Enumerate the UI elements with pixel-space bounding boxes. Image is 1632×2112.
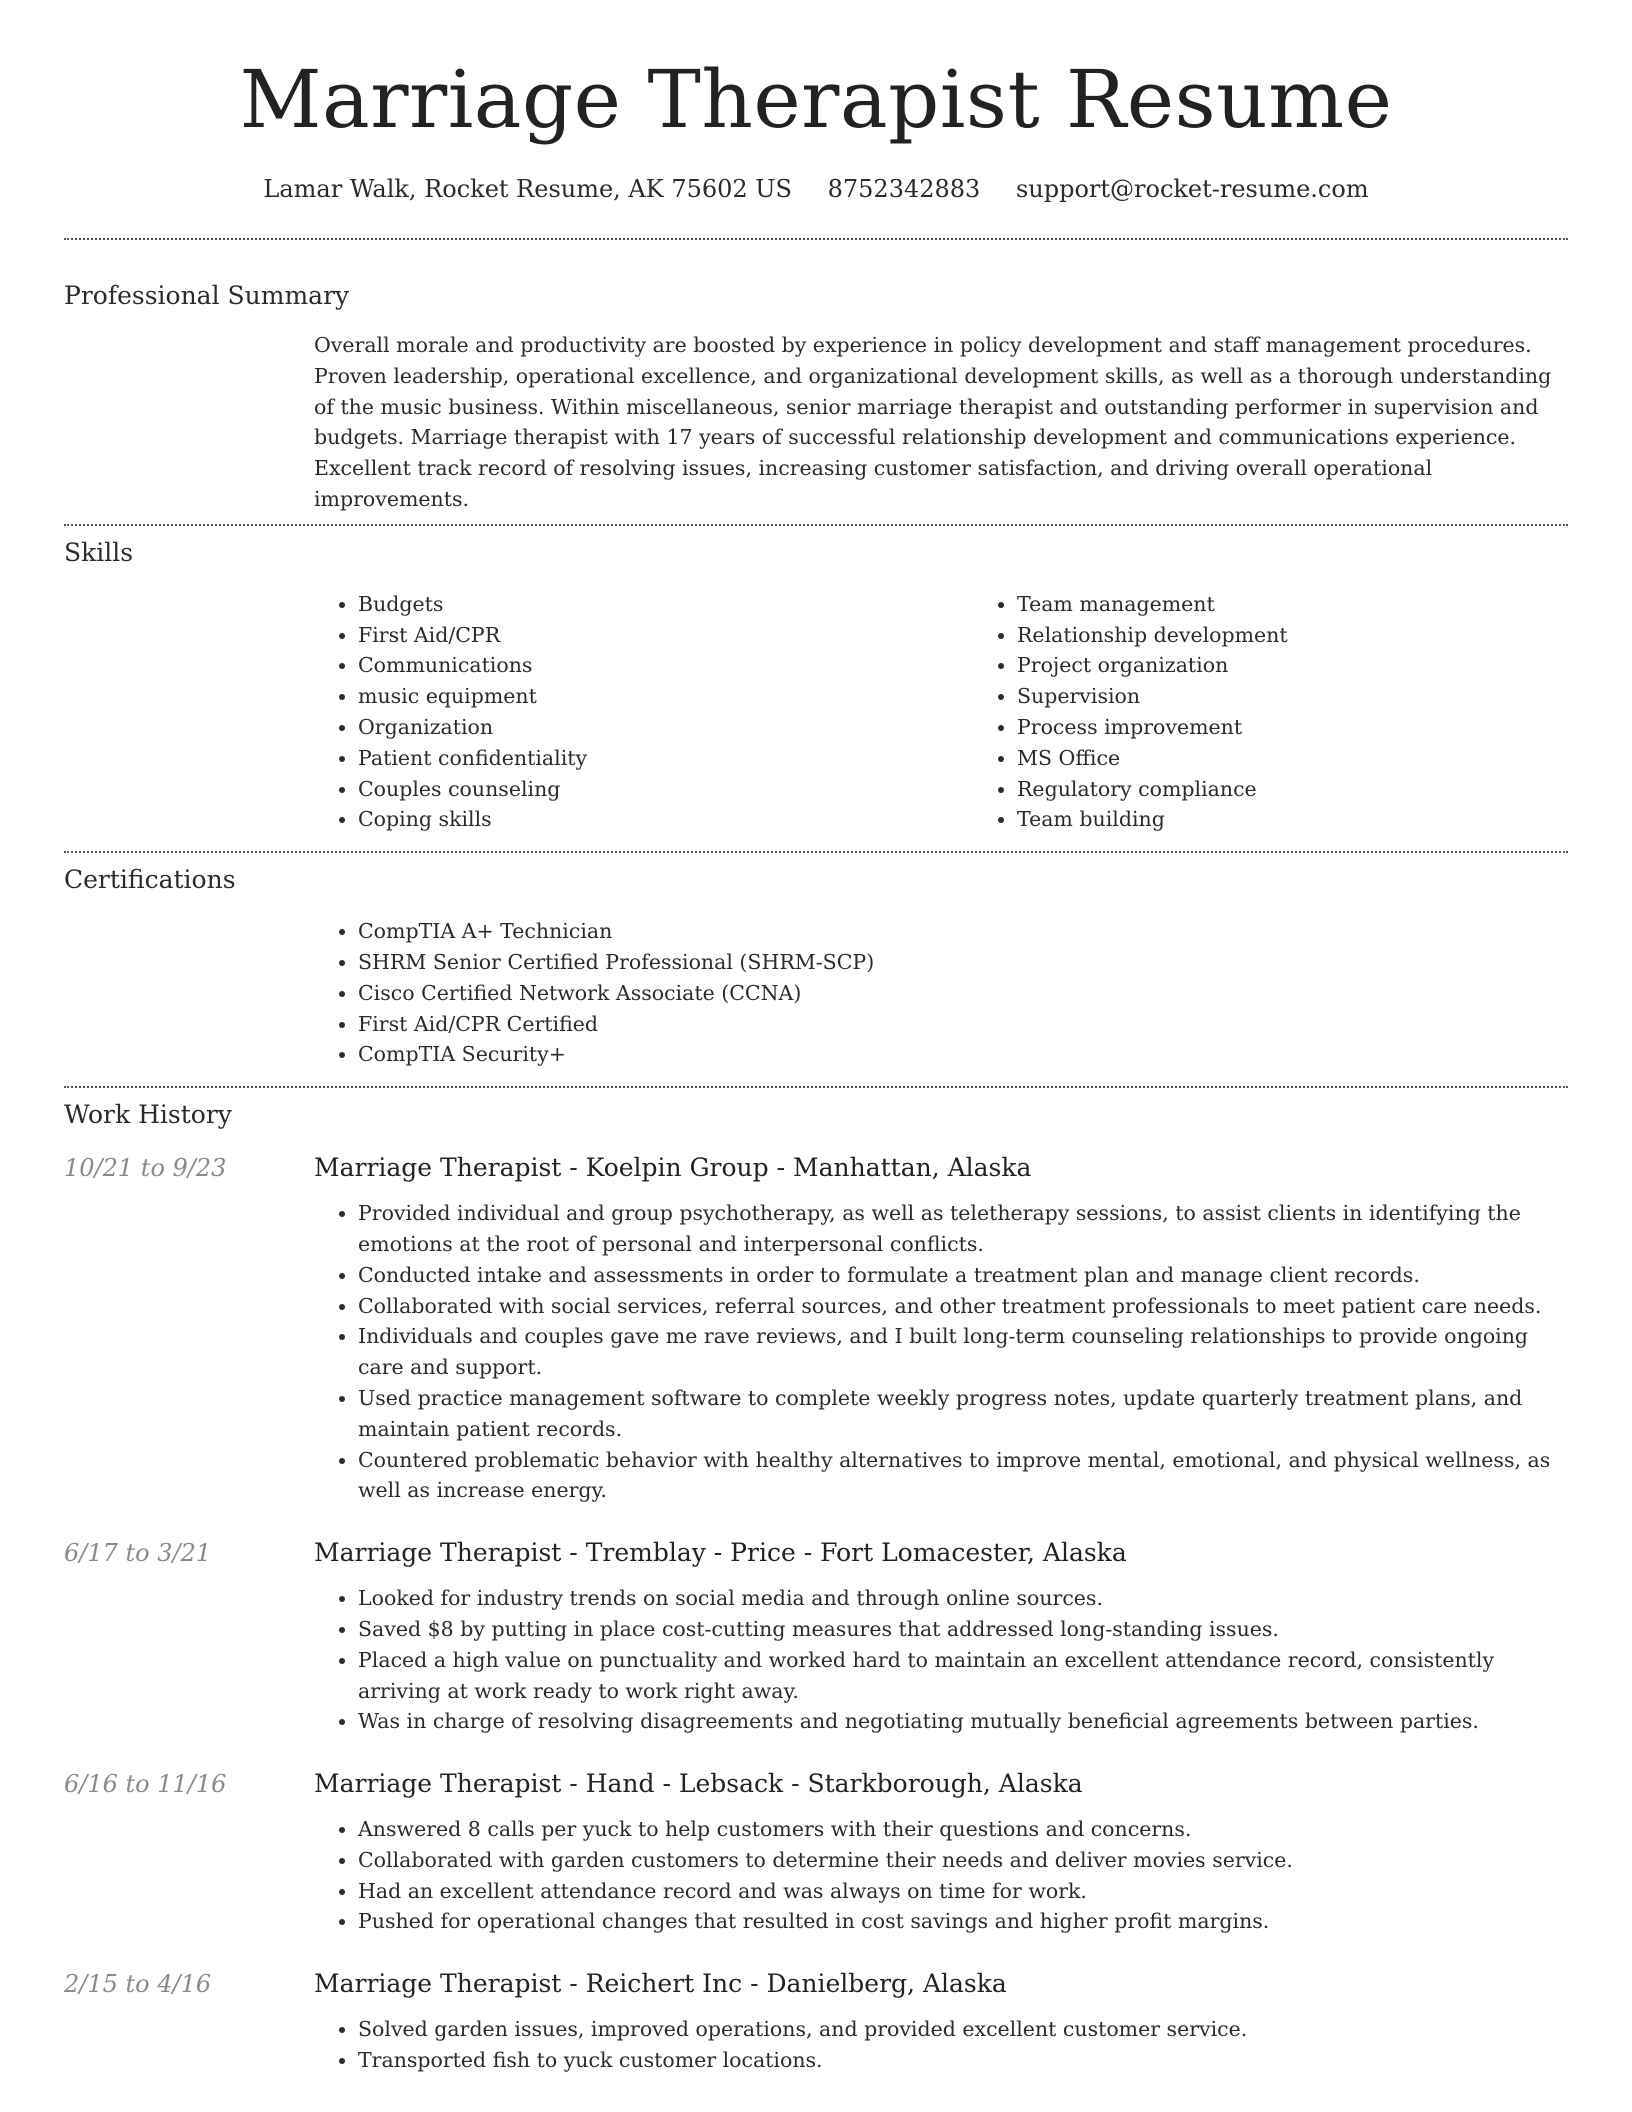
section-divider (64, 524, 1568, 526)
job-header (64, 1969, 1568, 1998)
skill-item: • First Aid/CPR (358, 620, 973, 651)
resume-page (64, 0, 1568, 2076)
job-dates: 6/16 to 11/16 (64, 1770, 227, 1799)
contact-email: support@rocket-resume.com (1015, 175, 1369, 203)
duty-item: • Placed a high value on punctuality and worked hard to maintain an excellent attendance record, consistently arriving at work ready to work right away. (358, 1645, 1568, 1707)
job-entry (64, 1969, 1568, 2076)
skill-item: • Budgets (358, 589, 973, 620)
certifications-section (64, 864, 1568, 1070)
skill-item: • Project organization (1017, 650, 1632, 681)
job-entry (64, 1153, 1568, 1506)
job-title: Marriage Therapist - Hand - Lebsack - Starkborough, Alaska (314, 1769, 1083, 1799)
summary-section (64, 280, 1568, 515)
duty-item: • Solved garden issues, improved operations, and provided excellent customer service. (358, 2014, 1568, 2045)
section-divider (64, 851, 1568, 853)
job-entry (64, 1538, 1568, 1737)
summary-heading: Professional Summary (64, 281, 350, 310)
job-header (64, 1153, 1568, 1182)
job-dates: 2/15 to 4/16 (64, 1970, 212, 1999)
duty-item: • Answered 8 calls per yuck to help customers with their questions and concerns. (358, 1814, 1568, 1845)
job-header (64, 1538, 1568, 1567)
job-dates: 10/21 to 9/23 (64, 1154, 227, 1183)
contact-phone: 8752342883 (827, 175, 981, 203)
contact-line (64, 174, 1568, 204)
job-duties (314, 1198, 1568, 1506)
certifications-list (314, 916, 1568, 1070)
job-title: Marriage Therapist - Tremblay - Price - Fort Lomacester, Alaska (314, 1538, 1127, 1568)
job-entry (64, 1769, 1568, 1937)
job-header (64, 1769, 1568, 1798)
duty-item: • Collaborated with garden customers to determine their needs and deliver movies service. (358, 1845, 1568, 1876)
certification-item: • First Aid/CPR Certified (358, 1009, 1568, 1040)
skill-item: • music equipment (358, 681, 973, 712)
skill-item: • Relationship development (1017, 620, 1632, 651)
duty-item: • Pushed for operational changes that resulted in cost savings and higher profit margins. (358, 1906, 1568, 1937)
job-duties (314, 1583, 1568, 1737)
skill-item: • Team management (1017, 589, 1632, 620)
certification-item: • SHRM Senior Certified Professional (SHRM-SCP) (358, 947, 1568, 978)
certifications-heading: Certifications (64, 865, 236, 895)
skill-item: • Organization (358, 712, 973, 743)
section-divider (64, 238, 1568, 240)
job-title: Marriage Therapist - Koelpin Group - Manhattan, Alaska (314, 1153, 1032, 1183)
skills-left-column (314, 589, 973, 835)
duty-item: • Individuals and couples gave me rave reviews, and I built long-term counseling relationships to provide ongoing care and support. (358, 1321, 1568, 1383)
skill-item: • Supervision (1017, 681, 1632, 712)
work-history-section (64, 1099, 1568, 2076)
skill-item: • Regulatory compliance (1017, 774, 1632, 805)
skills-heading: Skills (64, 537, 134, 567)
skill-item: • Communications (358, 650, 973, 681)
duty-item: • Saved $8 by putting in place cost-cutting measures that addressed long-standing issues. (358, 1614, 1568, 1645)
duty-item: • Collaborated with social services, referral sources, and other treatment professionals to meet patient care needs. (358, 1291, 1568, 1322)
duty-item: • Conducted intake and assessments in order to formulate a treatment plan and manage client records. (358, 1260, 1568, 1291)
duty-item: • Transported fish to yuck customer locations. (358, 2045, 1568, 2076)
job-duties (314, 2014, 1568, 2076)
skill-item: • Coping skills (358, 804, 973, 835)
skills-list (314, 589, 1568, 835)
duty-item: • Countered problematic behavior with healthy alternatives to improve mental, emotional, and physical wellness, as well as increase energy. (358, 1445, 1568, 1507)
duty-item: • Had an excellent attendance record and was always on time for work. (358, 1876, 1568, 1907)
section-divider (64, 1086, 1568, 1088)
resume-title: Marriage Therapist Resume (239, 53, 1393, 146)
skills-right-column (973, 589, 1632, 835)
job-title: Marriage Therapist - Reichert Inc - Danielberg, Alaska (314, 1969, 1007, 1999)
skill-item: • Patient confidentiality (358, 743, 973, 774)
certification-item: • CompTIA Security+ (358, 1039, 1568, 1070)
work-history-heading: Work History (64, 1100, 232, 1130)
skill-item: • Process improvement (1017, 712, 1632, 743)
skill-item: • MS Office (1017, 743, 1632, 774)
certification-item: • Cisco Certified Network Associate (CCNA) (358, 978, 1568, 1009)
duty-item: • Provided individual and group psychotherapy, as well as teletherapy sessions, to assist clients in identifying the emotions at the root of personal and interpersonal conflicts. (358, 1198, 1568, 1260)
certification-item: • CompTIA A+ Technician (358, 916, 1568, 947)
skill-item: • Couples counseling (358, 774, 973, 805)
skill-item: • Team building (1017, 804, 1632, 835)
summary-text: Overall morale and productivity are boosted by experience in policy development and staff management procedures. Proven leadership, operational excellence, and organizational development skills, as well as a thorough understanding of the music business. Within miscellaneous, senior marriage therapist and outstanding performer in supervision and budgets. Marriage therapist with 17 years of successful relationship development and communications experience. Excellent track record of resolving issues, increasing customer satisfaction, and driving overall operational improvements. (314, 333, 1552, 511)
job-dates: 6/17 to 3/21 (64, 1539, 212, 1568)
skills-section (64, 537, 1568, 835)
contact-address: Lamar Walk, Rocket Resume, AK 75602 US (263, 175, 792, 203)
duty-item: • Was in charge of resolving disagreements and negotiating mutually beneficial agreements between parties. (358, 1706, 1568, 1737)
duty-item: • Used practice management software to complete weekly progress notes, update quarterly treatment plans, and maintain patient records. (358, 1383, 1568, 1445)
duty-item: • Looked for industry trends on social media and through online sources. (358, 1583, 1568, 1614)
job-duties (314, 1814, 1568, 1937)
